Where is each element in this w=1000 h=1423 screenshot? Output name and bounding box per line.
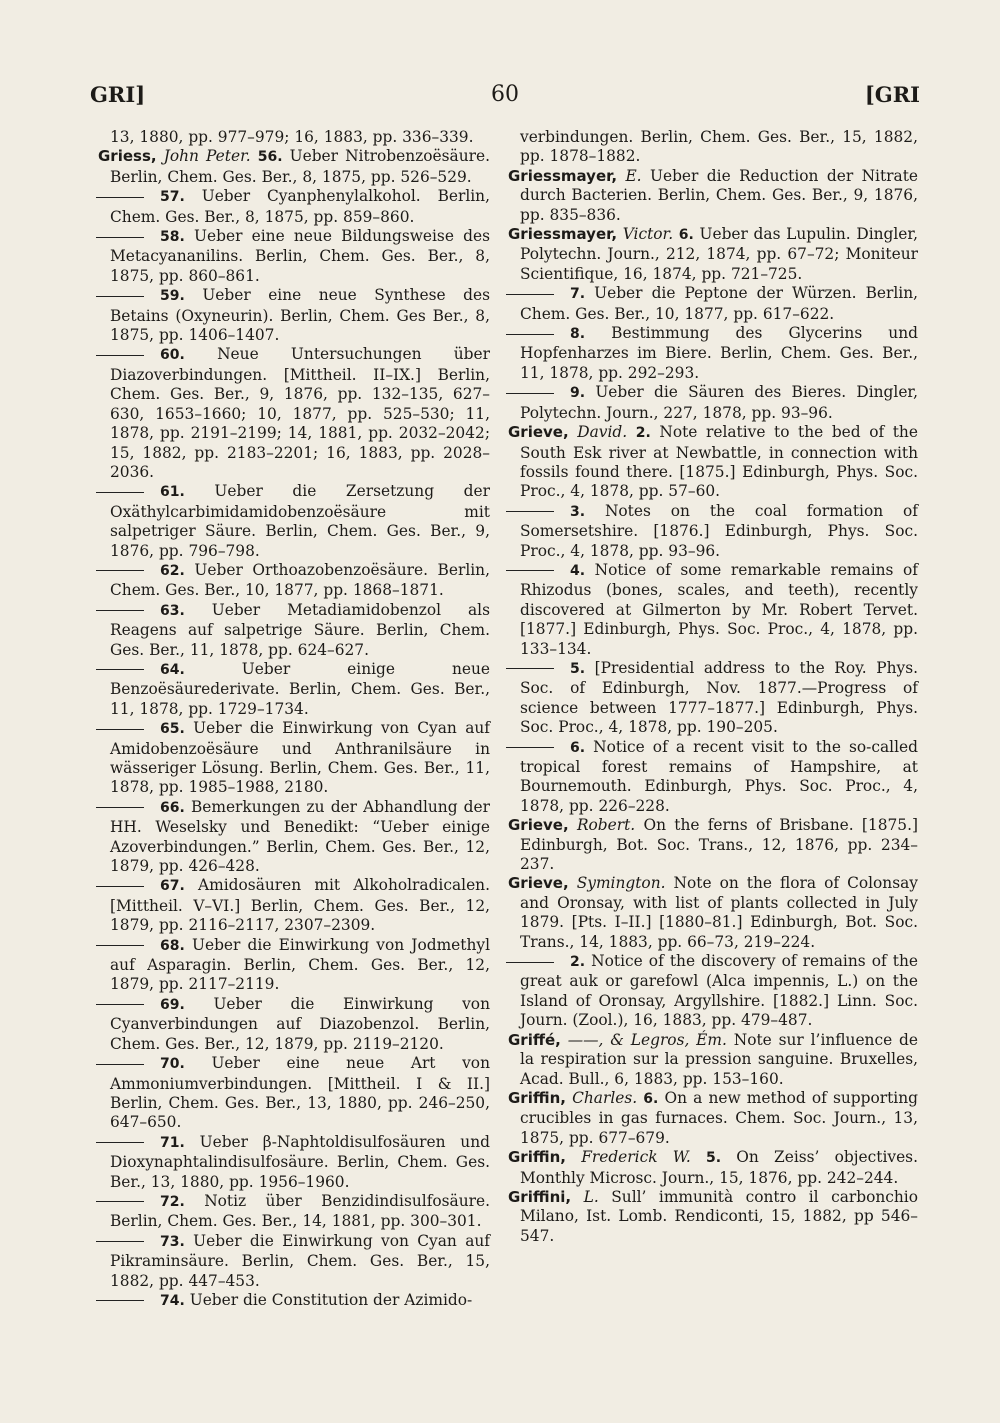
entry-number: 5. — [705, 1150, 722, 1167]
ditto-dash — [96, 1004, 144, 1005]
ditto-entry — [98, 601, 490, 660]
entry-text: On Zeiss’ objectives. Monthly Microsc. Journ., 15, 1876, pp. 242–244. — [520, 1148, 918, 1187]
ditto-entry — [98, 561, 490, 601]
ditto-dash — [96, 197, 144, 198]
entry-number: 6. — [570, 739, 586, 756]
ditto-dash — [96, 886, 144, 887]
entry-number: 3. — [570, 503, 586, 520]
entry-number: 65. — [160, 721, 185, 738]
continuation-entry — [98, 128, 490, 147]
entry-text: Note relative to the bed of the South Esk river at Newbattle, in connection with fossils found there. [1875.] Edinburgh, Phys. Soc. Proc., 4, 1878, pp. 57–60. — [520, 423, 918, 501]
author-surname: Griffin, — [508, 1148, 566, 1167]
ditto-dash — [506, 747, 554, 748]
entry-number: 73. — [160, 1233, 185, 1250]
ditto-dash — [506, 294, 554, 295]
entry-number: 9. — [570, 385, 586, 402]
entry-number: 8. — [570, 326, 586, 343]
ditto-entry — [98, 482, 490, 561]
entry-number: 4. — [570, 562, 586, 579]
author-given-name: E. — [625, 166, 642, 185]
author-given-name: Frederick W. — [581, 1148, 691, 1167]
author-surname: Griffé, — [508, 1030, 561, 1049]
author-entry — [508, 423, 918, 502]
entry-text: Note sur l’influence de la respiration sur la pression sanguine. Bruxelles, Acad. Bull., 6, 1883, pp. 153–160. — [520, 1030, 918, 1088]
entry-number: 6. — [678, 227, 694, 244]
ditto-entry — [98, 227, 490, 286]
ditto-entry — [98, 187, 490, 227]
entry-number: 6. — [643, 1090, 659, 1107]
entry-text: Note on the flora of Colonsay and Oronsay, with list of plants collected in July 1879. [Pts. I–II.] [1880–81.] Edinburgh, Bot. Soc. Trans., 14, 1883, pp. 66–73, 219–224. — [520, 874, 918, 951]
entry-text: Ueber das Lupulin. Dingler, Polytechn. Journ., 212, 1874, pp. 67–72; Moniteur Scientifique, 16, 1874, pp. 721–725. — [520, 225, 918, 283]
entry-text: verbindungen. Berlin, Chem. Ges. Ber., 15, 1882, pp. 1878–1882. — [520, 128, 918, 166]
entry-number: 67. — [160, 878, 185, 895]
entry-text: Ueber eine neue Art von Ammoniumverbindungen. [Mittheil. I & II.] Berlin, Chem. Ges. Ber., 13, 1880, pp. 246–250, 647–650. — [110, 1054, 490, 1132]
ditto-dash — [96, 729, 144, 730]
ditto-dash — [506, 393, 554, 394]
ditto-entry — [508, 324, 918, 383]
author-entry — [508, 1031, 918, 1089]
author-given-name: Symington. — [576, 874, 666, 893]
entry-number: 7. — [570, 286, 586, 303]
ditto-entry — [98, 1054, 490, 1133]
ditto-dash — [506, 334, 554, 335]
author-surname: Grieve, — [508, 816, 569, 835]
page-number: 60 — [491, 82, 519, 107]
ditto-entry — [98, 719, 490, 798]
entry-text: Ueber die Einwirkung von Cyan auf Amidobenzoësäure und Anthranilsäure in wässeriger Lösung. Berlin, Chem. Ges. Ber., 11, 1878, pp. 1985–1988, 2180. — [110, 719, 490, 797]
author-surname: Griess, — [98, 147, 157, 166]
author-given-name: Robert. — [576, 816, 636, 835]
ditto-entry — [98, 286, 490, 345]
entry-number: 61. — [160, 484, 185, 501]
ditto-dash — [96, 1142, 144, 1143]
entry-text: Sull’ immunità contro il carbonchio Milano, Ist. Lomb. Rendiconti, 15, 1882, pp 546–547. — [520, 1187, 918, 1245]
author-given-name: L. — [583, 1187, 599, 1206]
ditto-dash — [506, 570, 554, 571]
entry-number: 62. — [160, 562, 185, 579]
entry-number: 2. — [570, 954, 586, 971]
ditto-dash — [96, 945, 144, 946]
entry-number: 68. — [160, 937, 185, 954]
entry-text: Ueber die Einwirkung von Cyanverbindungen auf Diazobenzol. Berlin, Chem. Ges. Ber., 12, 1879, pp. 2119–2120. — [110, 994, 490, 1053]
entry-text: Notice of the discovery of remains of the great auk or garefowl (Alca impennis, L.) on the Island of Oronsay, Argyllshire. [1882.] Linn. Soc. Journ. (Zool.), 16, 1883, pp. 479–487. — [520, 952, 918, 1030]
right-column — [508, 128, 918, 1246]
entry-text: Ueber die Reduction der Nitrate durch Bacterien. Berlin, Chem. Ges. Ber., 9, 1876, pp. 835–836. — [520, 166, 918, 224]
entry-number: 56. — [257, 149, 283, 166]
entry-text: Ueber Orthoazobenzoësäure. Berlin, Chem. Ges. Ber., 10, 1877, pp. 1868–1871. — [110, 560, 490, 600]
author-given-name: Victor. — [622, 225, 674, 244]
author-entry — [508, 1148, 918, 1188]
ditto-dash — [506, 668, 554, 669]
author-entry — [98, 147, 490, 187]
ditto-entry — [98, 345, 490, 482]
entry-number: 5. — [570, 660, 586, 677]
entry-number: 74. — [160, 1292, 185, 1309]
author-surname: Grieve, — [508, 423, 569, 442]
ditto-entry — [508, 952, 918, 1031]
author-given-name: ——, & Legros, Ém. — [567, 1030, 727, 1049]
entry-text: Notice of a recent visit to the so-called tropical forest remains of Hampshire, at Bournemouth. Edinburgh, Phys. Soc. Proc., 4, 1878, pp. 226–228. — [520, 737, 918, 815]
ditto-entry — [508, 284, 918, 324]
ditto-dash — [96, 1064, 144, 1065]
entry-text: Ueber Cyanphenylalkohol. Berlin, Chem. Ges. Ber., 8, 1875, pp. 859–860. — [110, 187, 490, 226]
ditto-dash — [96, 610, 144, 611]
ditto-entry — [508, 502, 918, 561]
ditto-dash — [96, 1300, 144, 1301]
left-column — [98, 128, 490, 1311]
ditto-dash — [96, 296, 144, 297]
author-surname: Griffin, — [508, 1088, 566, 1107]
entry-text: Ueber einige neue Benzoësäurederivate. Berlin, Chem. Ges. Ber., 11, 1878, pp. 1729–1734. — [110, 659, 490, 718]
author-surname: Griffini, — [508, 1187, 572, 1206]
entry-number: 59. — [160, 288, 185, 305]
entry-text: Ueber die Constitution der Azimido- — [189, 1290, 473, 1309]
ditto-entry — [508, 383, 918, 423]
entry-text: On a new method of supporting crucibles in gas furnaces. Chem. Soc. Journ., 13, 1875, pp. 677–679. — [520, 1088, 918, 1147]
entry-text: Ueber eine neue Synthese des Betains (Oxyneurin). Berlin, Chem. Ges Ber., 8, 1875, pp. 1406–1407. — [110, 286, 490, 345]
page-header — [90, 82, 920, 122]
entry-number: 2. — [635, 425, 651, 442]
ditto-dash — [96, 355, 144, 356]
entry-text: Neue Untersuchungen über Diazoverbindungen. [Mittheil. II–IX.] Berlin, Chem. Ges. Ber., 9, 1876, pp. 132–135, 627–630, 1653–1660; 10, 1877, pp. 525–530; 11, 1878, pp. 2191–2199; 14, 1881, pp. 2032–2042; 15, 1882, pp. 2183–2201; 16, 1883, pp. 2028–2036. — [110, 345, 490, 481]
entry-text: Ueber β-Naphtoldisulfosäuren und Dioxynaphtalindisulfosäure. Berlin, Chem. Ges. Ber., 13, 1880, pp. 1956–1960. — [110, 1132, 490, 1191]
entry-text: Ueber Metadiamidobenzol als Reagens auf salpetrige Säure. Berlin, Chem. Ges. Ber., 11, 1878, pp. 624–627. — [110, 600, 490, 659]
entry-number: 71. — [160, 1134, 185, 1151]
author-entry — [508, 874, 918, 952]
entry-text: 13, 1880, pp. 977–979; 16, 1883, pp. 336–339. — [110, 128, 474, 146]
entry-number: 72. — [160, 1193, 185, 1210]
entry-text: Bemerkungen zu der Abhandlung der HH. Weselsky und Benedikt: “Ueber einige Azoverbindungen.” Berlin, Chem. Ges. Ber., 12, 1879, pp. 426–428. — [110, 797, 490, 876]
entry-text: Ueber die Peptone der Würzen. Berlin, Chem. Ges. Ber., 10, 1877, pp. 617–622. — [520, 284, 918, 323]
ditto-entry — [98, 936, 490, 995]
ditto-dash — [96, 1201, 144, 1202]
entry-text: Ueber die Einwirkung von Cyan auf Pikraminsäure. Berlin, Chem. Ges. Ber., 15, 1882, pp. 447–453. — [110, 1231, 490, 1290]
entry-text: Ueber eine neue Bildungsweise des Metacyananilins. Berlin, Chem. Ges. Ber., 8, 1875, pp. 860–861. — [110, 227, 490, 285]
entry-text: On the ferns of Brisbane. [1875.] Edinburgh, Bot. Soc. Trans., 12, 1876, pp. 234–237. — [520, 816, 918, 874]
ditto-entry — [508, 659, 918, 738]
author-surname: Griessmayer, — [508, 166, 618, 185]
ditto-dash — [96, 807, 144, 808]
header-left: GRI] — [90, 82, 146, 107]
ditto-dash — [506, 962, 554, 963]
ditto-entry — [98, 1232, 490, 1291]
entry-number: 69. — [160, 996, 185, 1013]
author-entry — [508, 167, 918, 225]
author-entry — [508, 225, 918, 284]
ditto-entry — [98, 1291, 490, 1311]
ditto-entry — [98, 1192, 490, 1232]
entry-text: Ueber die Säuren des Bieres. Dingler, Polytechn. Journ., 227, 1878, pp. 93–96. — [520, 383, 918, 422]
entry-number: 60. — [160, 347, 185, 364]
author-given-name: Charles. — [572, 1088, 638, 1107]
entry-number: 57. — [160, 189, 185, 206]
ditto-dash — [96, 237, 144, 238]
entry-number: 66. — [160, 799, 185, 816]
entry-text: Ueber Nitrobenzoësäure. Berlin, Chem. Ges. Ber., 8, 1875, pp. 526–529. — [110, 147, 490, 186]
ditto-entry — [98, 876, 490, 935]
author-entry — [508, 1188, 918, 1246]
entry-text: [Presidential address to the Roy. Phys. Soc. of Edinburgh, Nov. 1877.—Progress of science between 1777–1877.] Edinburgh, Phys. Soc. Proc., 4, 1878, pp. 190–205. — [520, 658, 918, 737]
author-surname: Griessmayer, — [508, 225, 618, 244]
entry-number: 70. — [160, 1056, 185, 1073]
ditto-dash — [506, 511, 554, 512]
ditto-entry — [508, 738, 918, 817]
header-right: [GRI — [864, 82, 920, 107]
ditto-entry — [98, 798, 490, 877]
entry-text: Bestimmung des Glycerins und Hopfenharzes im Biere. Berlin, Chem. Ges. Ber., 11, 1878, pp. 292–293. — [520, 324, 918, 382]
entry-number: 58. — [160, 229, 185, 246]
ditto-entry — [508, 561, 918, 659]
entry-number: 63. — [160, 602, 185, 619]
entry-text: Ueber die Zersetzung der Oxäthylcarbimidamidobenzoësäure mit salpetriger Säure. Berlin, Chem. Ges. Ber., 9, 1876, pp. 796–798. — [110, 482, 490, 560]
ditto-dash — [96, 570, 144, 571]
author-surname: Grieve, — [508, 874, 569, 893]
ditto-entry — [98, 995, 490, 1054]
entry-number: 64. — [160, 661, 185, 678]
author-entry — [508, 816, 918, 874]
entry-text: Notiz über Benzidindisulfosäure. Berlin, Chem. Ges. Ber., 14, 1881, pp. 300–301. — [110, 1191, 490, 1231]
ditto-entry — [98, 660, 490, 719]
entry-text: Ueber die Einwirkung von Jodmethyl auf Asparagin. Berlin, Chem. Ges. Ber., 12, 1879, pp. 2117–2119. — [110, 935, 490, 994]
ditto-dash — [96, 669, 144, 670]
entry-text: Notice of some remarkable remains of Rhizodus (bones, scales, and teeth), recently discovered at Gilmerton by Mr. Robert Tervet. [1877.] Edinburgh, Phys. Soc. Proc., 4, 1878, pp. 133–134. — [520, 560, 918, 658]
ditto-dash — [96, 492, 144, 493]
ditto-dash — [96, 1241, 144, 1242]
author-given-name: John Peter. — [163, 147, 251, 166]
author-given-name: David. — [577, 423, 628, 442]
entry-text: Amidosäuren mit Alkoholradicalen. [Mittheil. V–VI.] Berlin, Chem. Ges. Ber., 12, 1879, pp. 2116–2117, 2307–2309. — [110, 876, 490, 935]
ditto-entry — [98, 1133, 490, 1192]
author-entry — [508, 1089, 918, 1148]
entry-text: Notes on the coal formation of Somersetshire. [1876.] Edinburgh, Phys. Soc. Proc., 4, 1878, pp. 93–96. — [520, 501, 918, 560]
continuation-entry — [508, 128, 918, 167]
